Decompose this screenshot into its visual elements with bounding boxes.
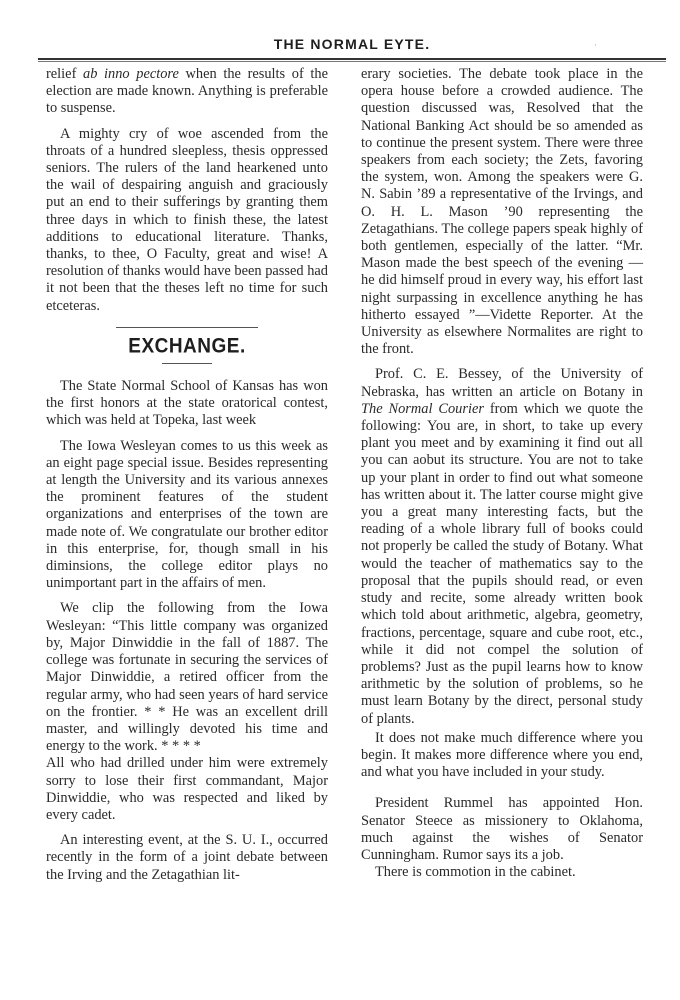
text: Prof. C. E. Bessey, of the University of Nebraska, has written an article on Botany in (361, 366, 643, 400)
section-rule-bottom (162, 363, 212, 364)
paragraph-kansas: The State Normal School of Kansas has won the first honors at the state oratorical contest, which was held at Topeka, last week (46, 378, 328, 429)
section-heading-exchange (46, 327, 328, 364)
text: relief (46, 66, 83, 82)
paragraph-debate-continued: erary societies. The debate took place in the opera house before a crowded audience. The question discussed was, Resolved that the National Banking Act should be so amended as to continue the present system. There were three speakers from each society; the Zets, favoring the system, won. Among the speakers were G. N. Sabin ’89 a representative of the Irvings, and O. H. L. Mason ’90 representing the Zetagathians. The college papers speak highly of both gentlemen, especially of the latter. “Mr. Mason made the best speech of the evening —he did himself proud in every way, his effort last night surpassing in excellence anything he has hitherto essayed ”—Vidette Reporter. At the University as elsewhere Normalites are right to the front. (361, 66, 643, 358)
publication-name: The Normal Courier (361, 400, 484, 417)
paragraph-clip-continued: All who had drilled under him were extremely sorry to lose their first commandant, Major Dinwiddie, who was respected and liked by every cadet. (46, 755, 328, 823)
left-column (46, 66, 328, 892)
print-speck: · (594, 40, 597, 50)
header-rule (38, 58, 666, 62)
paragraph-seniors: A mighty cry of woe ascended from the throats of a hundred sleepless, thesis oppressed seniors. The rulers of the land hearkened unto the wail of despairing anguish and graciously put an end to their sufferings by granting them three days in which to finish these, the latest additions to educational literature. Thanks, thanks, to thee, O Faculty, great and wise! A resolution of thanks would have been passed had it not been that the theses left no time for such etceteras. (46, 125, 328, 314)
section-title: EXCHANGE. (128, 334, 246, 358)
paragraph-iowa-wesleyan: The Iowa Wesleyan comes to us this week as an eight page special issue. Besides representing at length the University and its various annexes the prominent features of the student organizations and enterprises of the town are made note of. We congratulate our brother editor in this enterprise, for, though small in his diminsions, the college editor plays no unimportant part in the affairs of men. (46, 437, 328, 592)
right-column (361, 66, 643, 889)
latin-phrase: ab inno pectore (83, 66, 179, 82)
text: from which we quote the following: You are, in short, to take up every plant you meet and by examining it find out all you can aobut its structure. You are not to take up your plant in order to find out what someone has written about it. The latter course might give you a great many interesting facts, but the reading of a whole library full of books could not properly be called the study of Botany. What would the teacher of mathematics say to the proposal that the pupils should read, or even study and recite, some already written book which told about arithmetic, algebra, geometry, fractions, percentage, square and cube root, etc., while it did not compel the solution of problems? Just as the pupil learns how to know arithmetic by the solution of problems, so he must learn Botany by the direct, personal study of plants. (361, 400, 643, 727)
paragraph-difference: It does not make much difference where you begin. It makes more difference where you end, and what you have included in your study. (361, 729, 643, 781)
publication-title: THE NORMAL EYTE. (273, 36, 431, 52)
paragraph-clip: We clip the following from the Iowa Wesleyan: “This little company was organized by, Major Dinwiddie in the fall of 1887. The college was fortunate in securing the services of Major Dinwiddie, a retired officer from the regular army, who had seen years of hard service on the frontier. * * He was an excellent drill master, and willingly devoted his time and energy to the work. * * * * (46, 600, 328, 755)
page-header (38, 36, 666, 60)
paragraph-bessey (361, 366, 643, 727)
paragraph-rummel: President Rummel has appointed Hon. Senator Steece as missionery to Oklahoma, much against the wishes of Senator Cunningham. Rumor says its a job. (361, 795, 643, 863)
section-rule-top (116, 327, 258, 328)
text: when the results of the election are made known. Anything is preferable to suspense. (46, 66, 328, 117)
paragraph-relief (46, 66, 328, 118)
paragraph-commotion: There is commotion in the cabinet. (375, 864, 576, 881)
paragraph-debate: An interesting event, at the S. U. I., occurred recently in the form of a joint debate between the Irving and the Zetagathian lit- (46, 832, 328, 883)
